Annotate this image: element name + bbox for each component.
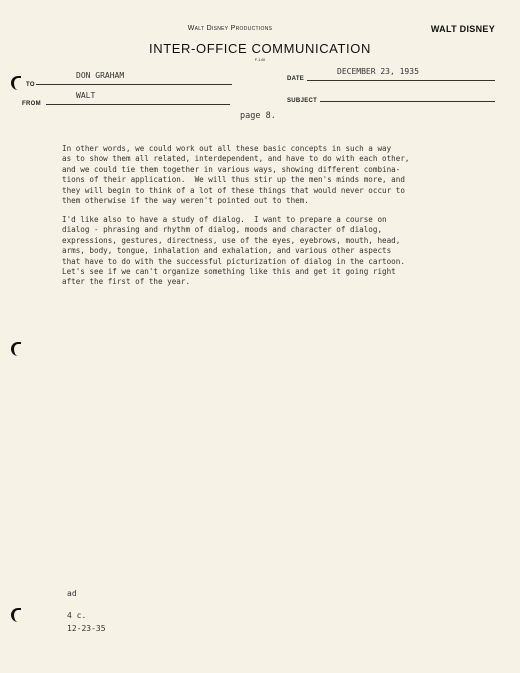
binding-hole-top-icon <box>11 76 21 90</box>
walt-disney-mark: WALT DISNEY <box>430 24 495 34</box>
from-line <box>46 104 230 105</box>
body-paragraph-1: In other words, we could work out all these basic concepts in such a way as to show them all related, interdependent, and have to do with each other, and we could tie them together in various ways, showing different combina- tions of their application. We will thus stir up the men's minds more, and they will begin to think of a lot of these things that would never occur to them otherwise if the way weren't pointed out to them. <box>62 144 410 206</box>
binding-hole-middle-icon <box>11 342 21 356</box>
copies-note: 4 c. <box>67 611 87 620</box>
typist-initials: ad <box>67 589 77 598</box>
to-label: TO <box>26 82 35 88</box>
form-code: F-140 <box>254 57 266 62</box>
body-paragraph-2: I'd like also to have a study of dialog. I want to prepare a course on dialog - phrasing and rhythm of dialog, moods and character of dialog, expressions, gestures, directness, use of the eyes, eyebrows, mouth, head, arms, body, tongue, inhalation and exhalation, and various other aspects that have to do with the successful picturization of dialog in the cartoon. Let's see if we can't organize something like this and get it going right after the first of the year. <box>62 215 405 287</box>
company-name: Walt Disney Productions <box>187 25 273 32</box>
date-label: DATE <box>287 76 305 82</box>
to-value: DON GRAHAM <box>76 71 125 80</box>
date-value: DECEMBER 23, 1935 <box>337 67 419 76</box>
date-line <box>307 80 495 81</box>
from-label: FROM <box>22 101 41 107</box>
to-line <box>36 84 232 85</box>
from-value: WALT <box>76 91 96 100</box>
memo-title: INTER-OFFICE COMMUNICATION <box>149 41 371 56</box>
page-number: page 8. <box>240 111 276 121</box>
subject-label: SUBJECT <box>287 98 318 104</box>
date-code: 12-23-35 <box>67 624 106 633</box>
binding-hole-bottom-icon <box>11 608 21 622</box>
subject-line <box>320 101 495 102</box>
